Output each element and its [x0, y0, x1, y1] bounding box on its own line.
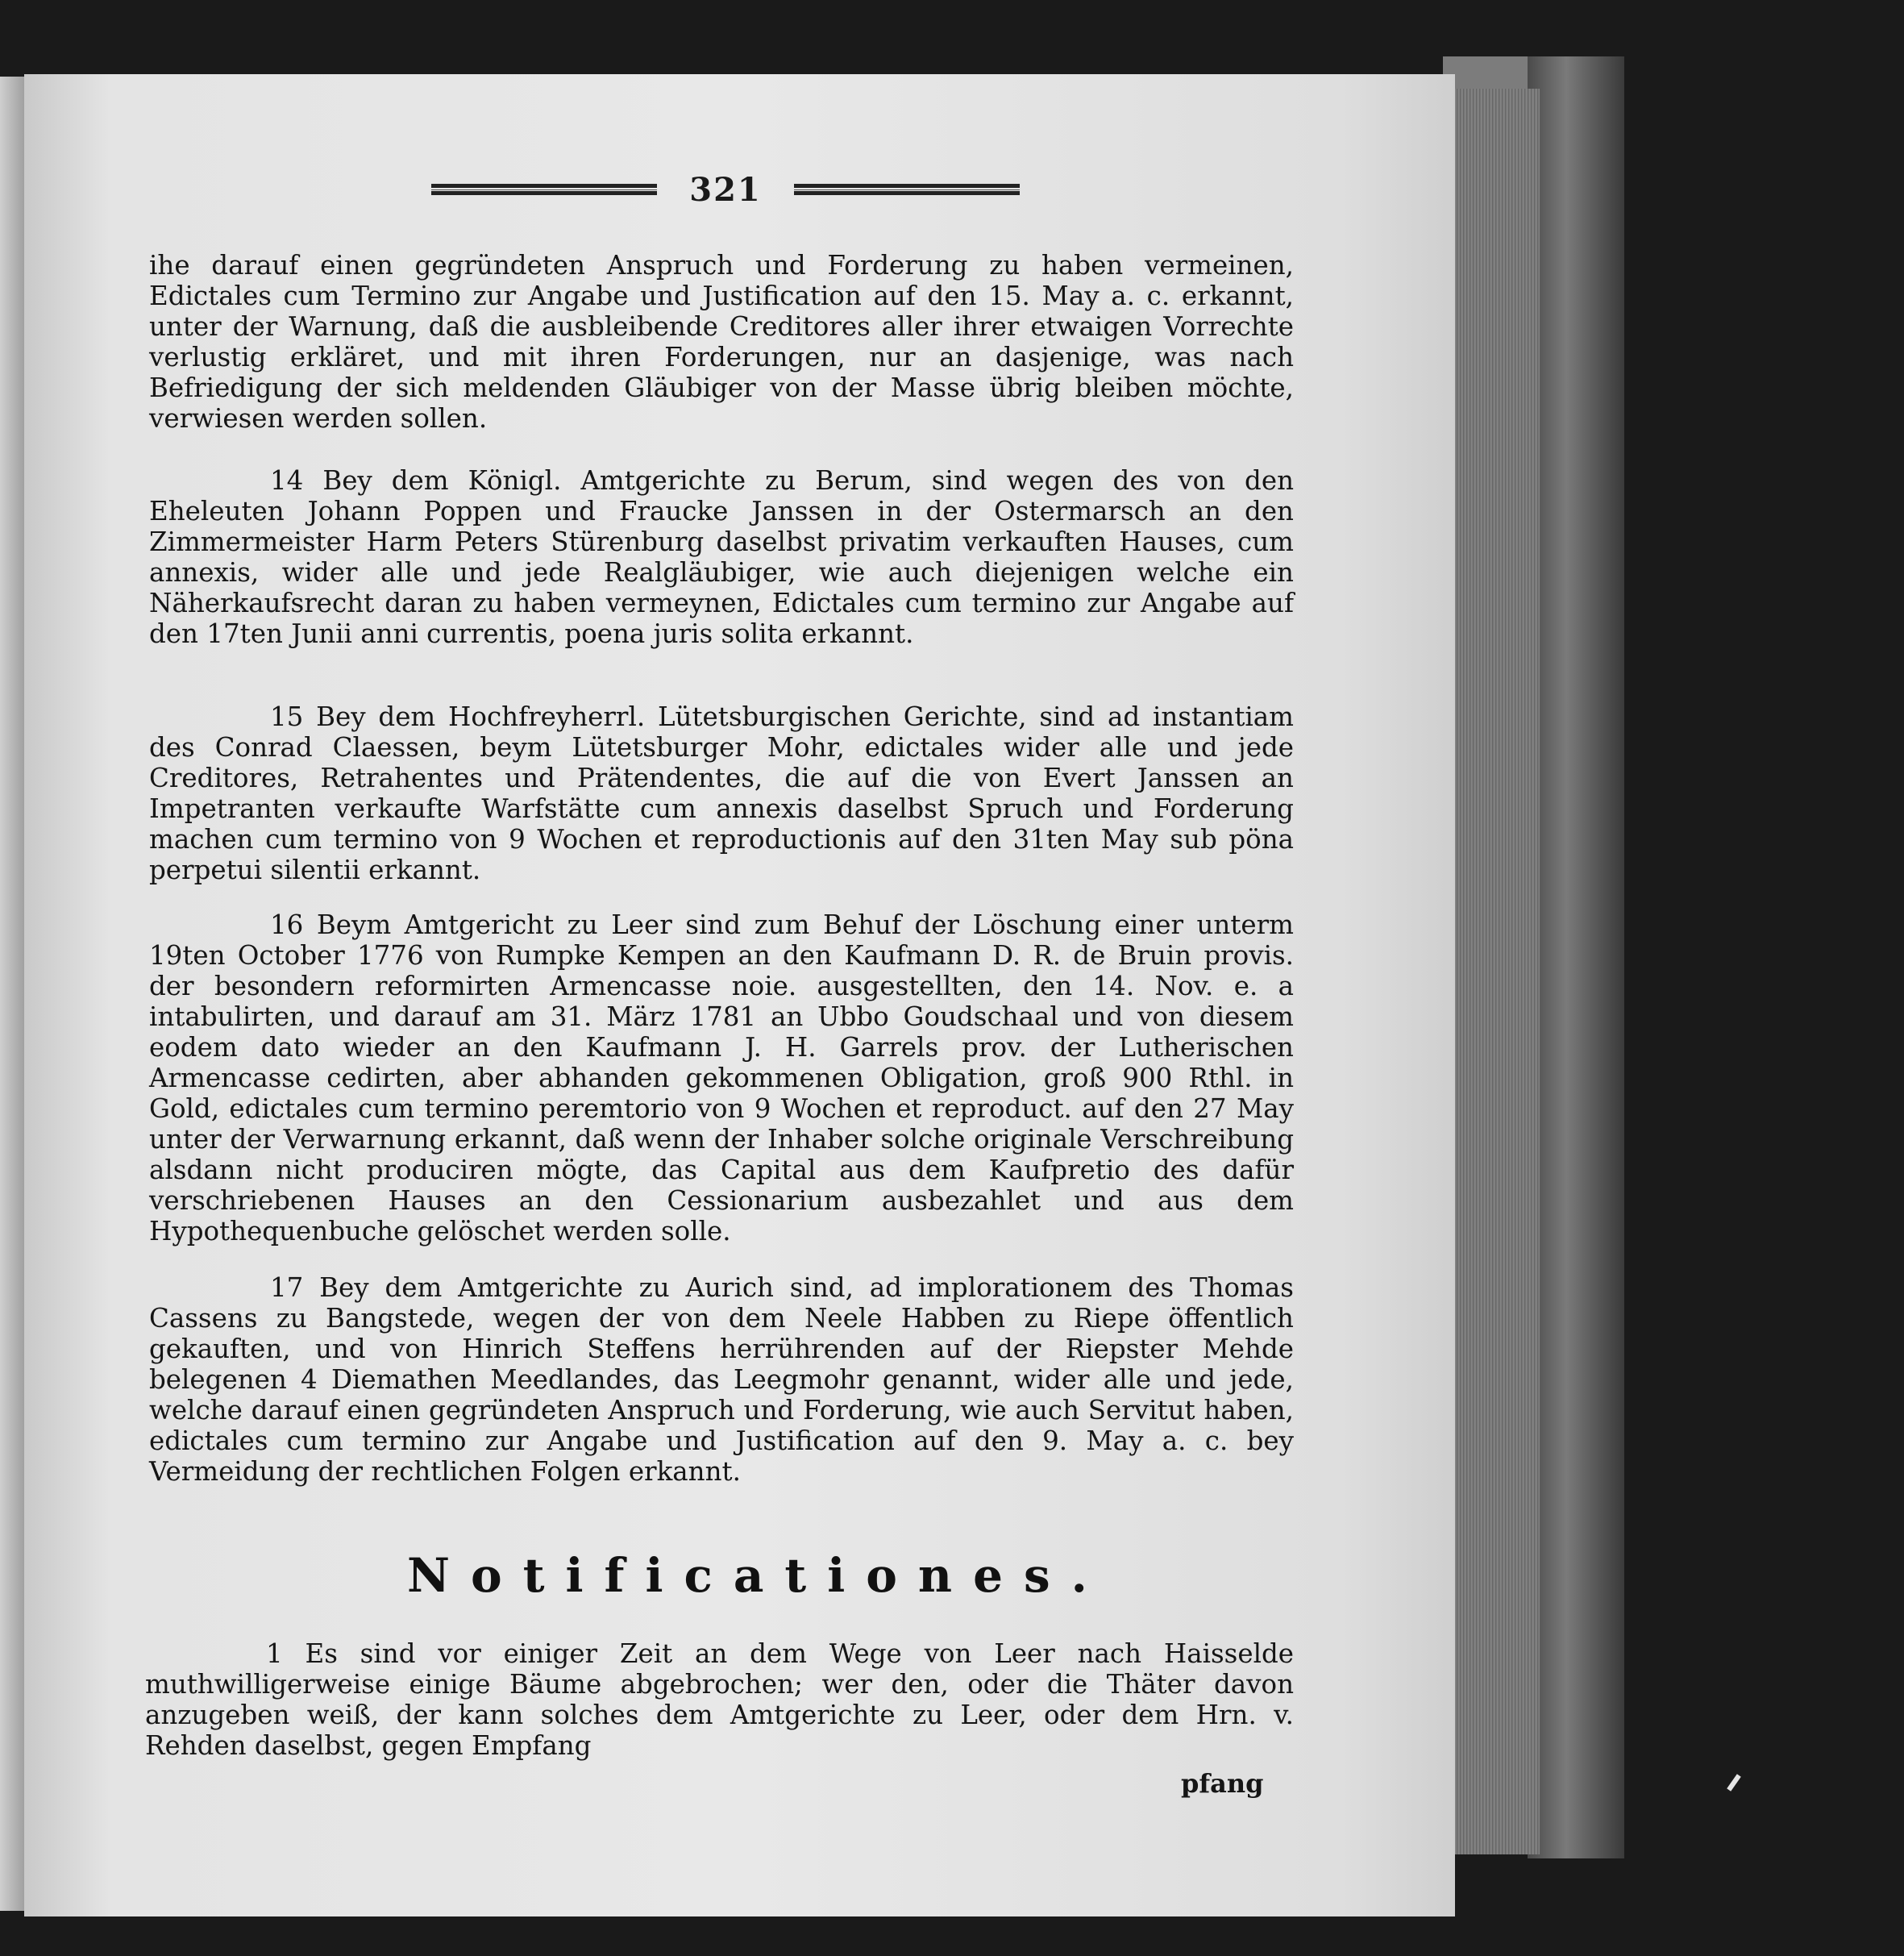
paragraph-text: 16 Beym Amtgericht zu Leer sind zum Behuf der Löschung einer unterm 19ten October 1776 von Rumpke Kempen an den Kaufmann D. R. de Bruin provis. der besondern reformirten Armencasse noie. ausgestellten, den 14. Nov. e. a intabulirten, und darauf am 31. März 1781 an Ubbo Goudschaal und von diesem eodem dato wieder an den Kaufmann J. H. Garrels prov. der Lutherischen Armencasse cedirten, aber abhanden gekommenen Obligation, groß 900 Rthl. in Gold, edictales cum termino peremtorio von 9 Wochen et reproduct. auf den 27 May unter der Verwarnung erkannt, daß wenn der Inhaber solche originale Verschreibung alsdann nicht produciren mögte, das Capital aus dem Kaufpretio des dafür verschriebenen Hauses an den Cessionarium ausbezahlet und aus dem Hypothequenbuche gelöschet werden solle.: [149, 909, 1294, 1246]
previous-page-edge: [0, 77, 27, 1911]
paragraph-continued: [149, 250, 1294, 434]
paragraph-text: 14 Bey dem Königl. Amtgerichte zu Berum, sind wegen des von den Eheleuten Johann Poppen und Fraucke Janssen in der Ostermarsch an den Zimmermeister Harm Peters Stürenburg daselbst privatim verkauften Hauses, cum annexis, wider alle und jede Realgläubiger, wie auch diejenigen welche ein Näherkaufsrecht daran zu haben vermeynen, Edictales cum termino zur Angabe auf den 17ten Junii anni currentis, poena juris solita erkannt.: [149, 465, 1294, 649]
paragraph-15: [149, 701, 1294, 885]
paragraph-14: [149, 465, 1294, 649]
header-rule-right: [794, 184, 1020, 195]
paragraph-text: ihe darauf einen gegründeten Anspruch und Forderung zu haben vermeinen, Edictales cum Termino zur Angabe und Justification auf den 15. May a. c. erkannt, unter der Warnung, daß die ausbleibende Creditores aller ihrer etwaigen Vorrechte verlustig erkläret, und mit ihren Forderungen, nur an dasjenige, was nach Befriedigung der sich meldenden Gläubiger von der Masse übrig bleiben möchte, verwiesen werden sollen.: [149, 250, 1294, 434]
book-cover-edge: [1528, 56, 1624, 1858]
paragraph-text: 1 Es sind vor einiger Zeit an dem Wege von Leer nach Haisselde muthwilligerweise einige Bäume abgebrochen; wer den, oder die Thäter davon anzugeben weiß, der kann solches dem Amtgerichte zu Leer, oder dem Hrn. v. Rehden daselbst, gegen Empfang: [145, 1638, 1294, 1761]
page-header: [431, 165, 1020, 214]
paragraph-text: 17 Bey dem Amtgerichte zu Aurich sind, ad implorationem des Thomas Cassens zu Bangstede, wegen der von dem Neele Habben zu Riepe öffentlich gekauften, und von Hinrich Steffens herrührenden auf der Riepster Mehde belegenen 4 Diemathen Meedlandes, das Leegmohr genannt, wider alle und jede, welche darauf einen gegründeten Anspruch und Forderung, wie auch Servitut haben, edictales cum termino zur Angabe und Justification auf den 9. May a. c. bey Vermeidung der rechtlichen Folgen erkannt.: [149, 1272, 1294, 1487]
header-rule-left: [431, 184, 657, 195]
catchword: pfang: [1181, 1768, 1264, 1799]
paragraph-text: 15 Bey dem Hochfreyherrl. Lütetsburgischen Gerichte, sind ad instantiam des Conrad Claessen, beym Lütetsburger Mohr, edictales wider alle und jede Creditores, Retrahentes und Prätendentes, die auf die von Evert Janssen an Impetranten verkaufte Warfstätte cum annexis daselbst Spruch und Forderung machen cum termino von 9 Wochen et reproductionis auf den 31ten May sub pöna perpetui silentii erkannt.: [149, 701, 1294, 885]
page-number: 321: [689, 170, 762, 209]
paragraph-16: [149, 909, 1294, 1246]
book-fore-edge: [1451, 89, 1540, 1854]
paragraph-17: [149, 1272, 1294, 1487]
section-heading: Notificationes.: [407, 1548, 1108, 1603]
notification-1: [145, 1638, 1294, 1761]
scan-mark: [1727, 1774, 1741, 1791]
